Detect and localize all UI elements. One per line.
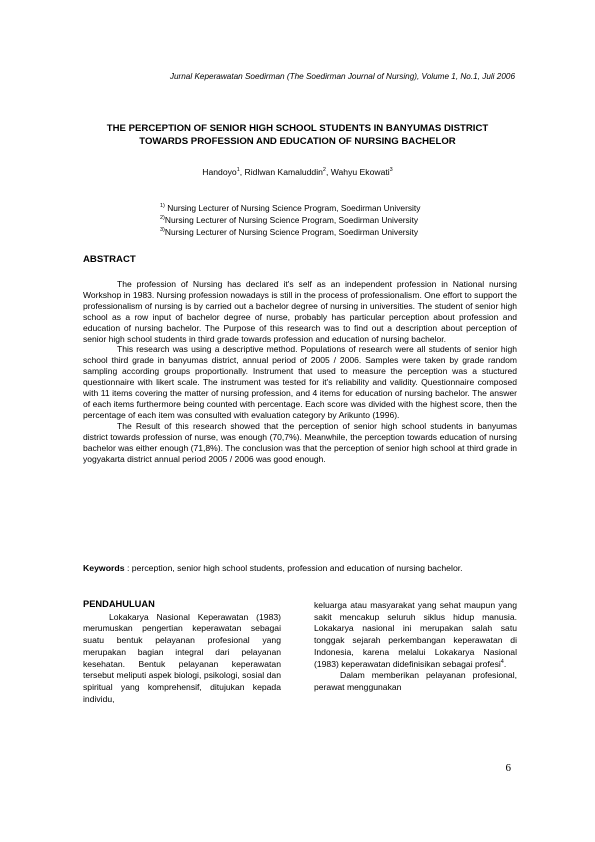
right-column [314, 600, 517, 694]
keywords-label: Keywords [83, 563, 125, 573]
affiliation [160, 226, 420, 238]
paper-title [90, 123, 505, 148]
affiliation-text: Nursing Lecturer of Nursing Science Program, Soedirman University [164, 227, 419, 237]
page-number: 6 [505, 762, 511, 774]
author-list: Handoyo$^1$, Ridlwan Kamaluddin$^2$, Wahyu Ekowati$^3$ [202, 167, 393, 177]
body-paragraph-continued [314, 600, 517, 670]
abstract-heading: ABSTRACT [83, 254, 136, 265]
keywords-line [83, 563, 523, 573]
author-sup: 2 [322, 167, 326, 174]
journal-header: Jurnal Keperawatan Soedirman (The Soedirman Journal of Nursing), Volume 1, No.1, Juli 2006 [169, 72, 515, 81]
abstract-paragraph: The profession of Nursing has declared it's self as an independent profession in National nursing Workshop in 1983. Nursing profession nowadays is still in the process of professionalism. One effort to support the professionalism of nursing is by carried out a bachelor degree of nursing in universities. The student of senior high school as a row input of bachelor degree of nurse, probably has particular perception about profession and education of nursing bachelor. The Purpose of this research was to find out a description about perception of senior high school students in third grade towards profession and education of nursing bachelor. [83, 279, 517, 344]
citation-sup: 4 [500, 658, 504, 665]
affiliation-sup: 2) [160, 215, 165, 222]
author-name: Ridlwan Kamaluddin [244, 167, 323, 177]
author-name: Handoyo [202, 167, 237, 177]
affiliation-list [160, 202, 420, 238]
section-heading: PENDAHULUAN [83, 599, 155, 609]
author-name: Wahyu Ekowati [330, 167, 390, 177]
affiliation-text: Nursing Lecturer of Nursing Science Program, Soedirman University [164, 215, 419, 225]
body-paragraph: Lokakarya Nasional Keperawatan (1983) merumuskan pengertian keperawatan sebagai suatu bentuk pelayanan profesional yang merupakan bagian integral dari pelayanan kesehatan. Bentuk pelayanan keperawatan tersebut meliputi aspek biologi, psikologi, sosial dan spiritual yang komprehensif, ditujukan kepada individu, [83, 611, 281, 704]
body-text-end: . [503, 658, 507, 669]
affiliation [160, 202, 420, 214]
affiliation [160, 214, 420, 226]
body-text: keluarga atau masyarakat yang sehat maupun yang sakit mencakup seluruh siklus hidup manusia. Lokakarya nasional ini merupakan salah satu tonggak sejarah perkembangan keperawatan di Indonesia, karena melalui Lokakarya Nasional (1983) keperawatan didefinisikan sebagai profesi [314, 600, 517, 669]
abstract-paragraph: The Result of this research showed that the perception of senior high school students in banyumas district towards profession of nurse, was enough (70,7%). Meanwhile, the perception towards education of nursing bachelor was either enough (71,8%). The conclusion was that the perception of senior high school at third grade in yogyakarta district annual period 2005 / 2006 was good enough. [83, 420, 517, 464]
abstract-body [83, 279, 517, 464]
affiliation-text: Nursing Lecturer of Nursing Science Program, Soedirman University [164, 203, 421, 213]
left-column [83, 599, 281, 705]
author-sup: 1 [236, 167, 240, 174]
affiliation-sup: 1) [160, 203, 165, 210]
keywords-text: : perception, senior high school students, profession and education of nursing bachelor. [124, 563, 463, 573]
title-line-2: TOWARDS PROFESSION AND EDUCATION OF NURSING BACHELOR [139, 135, 456, 147]
author-sup: 3 [389, 167, 393, 174]
body-paragraph: Dalam memberikan pelayanan profesional, perawat menggunakan [314, 670, 517, 692]
title-line-1: THE PERCEPTION OF SENIOR HIGH SCHOOL STUDENTS IN BANYUMAS DISTRICT [106, 123, 489, 134]
affiliation-sup: 3) [160, 227, 165, 234]
abstract-paragraph: This research was using a descriptive method. Populations of research were all students of senior high school third grade in banyumas district, annual period of 2005 / 2006. Samples were taken by grade random sampling according groups proportionally. Instrument that used to measure the perception was a stuctured questionnaire with likert scale. The instrument was tested for it's reliability and validity. Questionnaire composed with 11 items covering the matter of nursing profession, and 4 items for education of nursing bachelor. The answer of each items furthermore being counted with percentage. Each score was divided with the highest score, then the percentage of each item was consulted with evaluation category by Arikunto (1996). [83, 344, 517, 420]
